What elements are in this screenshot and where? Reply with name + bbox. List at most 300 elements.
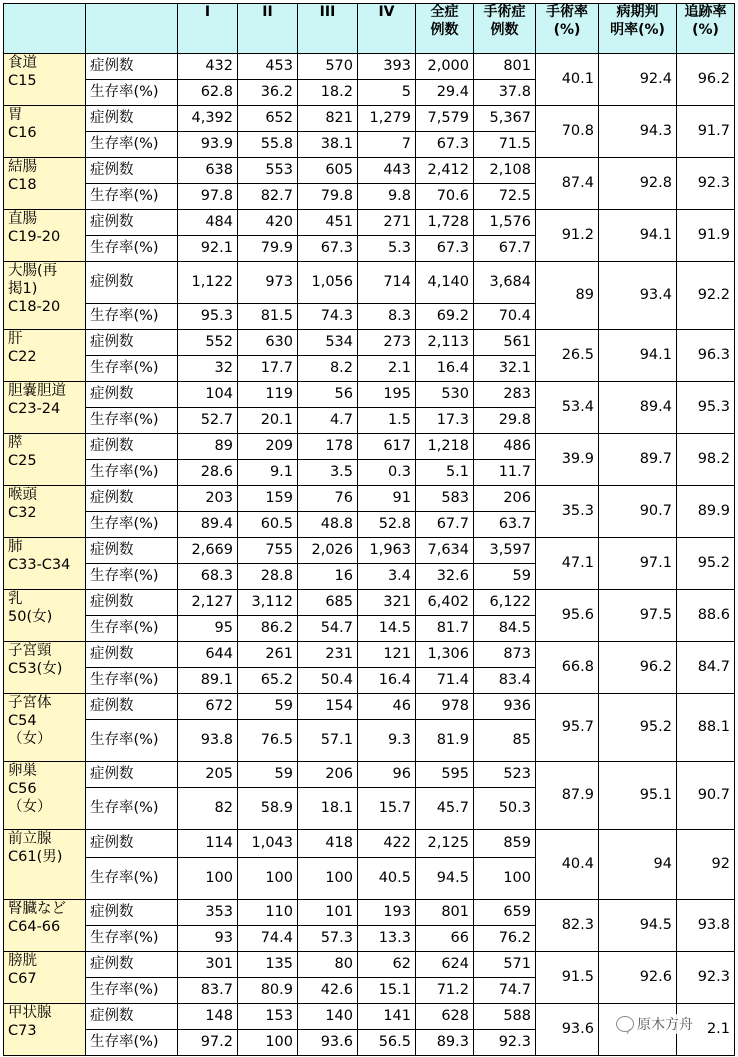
survival-cell: 74.7 (474, 978, 536, 1004)
cases-cell: 178 (298, 434, 358, 460)
survival-cell: 32 (178, 356, 238, 382)
survival-cell: 74.4 (238, 926, 298, 952)
cases-cell: 443 (358, 158, 416, 184)
table-row (4, 382, 735, 408)
cases-cell: 714 (358, 262, 416, 304)
table-row (4, 830, 735, 858)
site-name: 子宮頸 C53(女) (4, 642, 86, 694)
cases-cell: 231 (298, 642, 358, 668)
row-label-cases: 症例数 (86, 694, 178, 720)
surgery-rate-cell: 91.2 (536, 210, 599, 262)
cases-cell: 1,576 (474, 210, 536, 236)
surgery-rate-cell: 82.3 (536, 900, 599, 952)
site-name: 肝 C22 (4, 330, 86, 382)
cases-cell: 2,669 (178, 538, 238, 564)
survival-cell: 67.7 (474, 236, 536, 262)
survival-cell: 95 (178, 616, 238, 642)
row-label-survival: 生存率(%) (86, 616, 178, 642)
cases-cell: 418 (298, 830, 358, 858)
survival-cell: 86.2 (238, 616, 298, 642)
survival-cell: 82.7 (238, 184, 298, 210)
cases-cell: 453 (238, 54, 298, 80)
site-name: 結腸 C18 (4, 158, 86, 210)
cases-cell: 873 (474, 642, 536, 668)
survival-cell: 83.7 (178, 978, 238, 1004)
survival-cell: 16.4 (416, 356, 474, 382)
row-label-cases: 症例数 (86, 486, 178, 512)
table-row (4, 900, 735, 926)
cases-cell: 617 (358, 434, 416, 460)
site-name: 喉頭 C32 (4, 486, 86, 538)
pathology-rate-cell: 94 (599, 830, 677, 900)
cases-cell: 353 (178, 900, 238, 926)
survival-cell: 89.3 (416, 1030, 474, 1056)
surgery-rate-cell: 53.4 (536, 382, 599, 434)
cases-cell: 1,056 (298, 262, 358, 304)
pathology-rate-cell: 94.1 (599, 330, 677, 382)
follow-rate-cell: 98.2 (677, 434, 735, 486)
survival-cell: 32.6 (416, 564, 474, 590)
follow-rate-cell: 96.3 (677, 330, 735, 382)
cases-cell: 978 (416, 694, 474, 720)
site-name: 食道 C15 (4, 54, 86, 106)
survival-cell: 48.8 (298, 512, 358, 538)
site-name: 肺 C33-C34 (4, 538, 86, 590)
cases-cell: 140 (298, 1004, 358, 1030)
survival-cell: 69.2 (416, 304, 474, 330)
survival-cell: 92.1 (178, 236, 238, 262)
site-name: 膀胱 C67 (4, 952, 86, 1004)
cases-cell: 624 (416, 952, 474, 978)
cases-cell: 148 (178, 1004, 238, 1030)
cases-cell: 588 (474, 1004, 536, 1030)
survival-cell: 70.6 (416, 184, 474, 210)
cases-cell: 859 (474, 830, 536, 858)
survival-cell: 97.8 (178, 184, 238, 210)
cases-cell: 652 (238, 106, 298, 132)
cases-cell: 141 (358, 1004, 416, 1030)
cases-cell: 638 (178, 158, 238, 184)
table-body (4, 54, 735, 1056)
row-label-cases: 症例数 (86, 382, 178, 408)
follow-rate-cell: 95.2 (677, 538, 735, 590)
cases-cell: 530 (416, 382, 474, 408)
cases-cell: 195 (358, 382, 416, 408)
cases-cell: 261 (238, 642, 298, 668)
header-stage-2: II (238, 4, 298, 54)
survival-cell: 57.1 (298, 720, 358, 762)
site-name: 胃 C16 (4, 106, 86, 158)
cases-cell: 5,367 (474, 106, 536, 132)
site-name: 甲状腺 C73 (4, 1004, 86, 1056)
follow-rate-cell: 92 (677, 830, 735, 900)
survival-cell: 57.3 (298, 926, 358, 952)
follow-rate-cell: 92.2 (677, 262, 735, 330)
site-name: 前立腺 C61(男) (4, 830, 86, 900)
survival-cell: 67.3 (298, 236, 358, 262)
site-name: 膵 C25 (4, 434, 86, 486)
follow-rate-cell: 84.7 (677, 642, 735, 694)
cases-cell: 936 (474, 694, 536, 720)
survival-cell: 9.3 (358, 720, 416, 762)
survival-table (3, 3, 735, 1056)
row-label-survival: 生存率(%) (86, 184, 178, 210)
survival-cell: 83.4 (474, 668, 536, 694)
header-follow-rate: 追跡率 (%) (677, 4, 735, 54)
survival-cell: 7 (358, 132, 416, 158)
pathology-rate-cell: 95.1 (599, 762, 677, 830)
survival-cell: 50.4 (298, 668, 358, 694)
cases-cell: 552 (178, 330, 238, 356)
survival-cell: 13.3 (358, 926, 416, 952)
survival-cell: 5 (358, 80, 416, 106)
pathology-rate-cell: 92.4 (599, 54, 677, 106)
site-name: 乳 50(女) (4, 590, 86, 642)
surgery-rate-cell: 91.5 (536, 952, 599, 1004)
cases-cell: 2,113 (416, 330, 474, 356)
row-label-cases: 症例数 (86, 262, 178, 304)
row-label-cases: 症例数 (86, 952, 178, 978)
table-row (4, 262, 735, 304)
survival-cell: 58.9 (238, 788, 298, 830)
table-row (4, 762, 735, 788)
survival-cell: 8.2 (298, 356, 358, 382)
cases-cell: 206 (298, 762, 358, 788)
cases-cell: 2,000 (416, 54, 474, 80)
site-name: 子宮体 C54 （女） (4, 694, 86, 762)
table-row (4, 106, 735, 132)
survival-cell: 54.7 (298, 616, 358, 642)
survival-cell: 60.5 (238, 512, 298, 538)
cases-cell: 2,125 (416, 830, 474, 858)
table-row (4, 486, 735, 512)
survival-cell: 52.7 (178, 408, 238, 434)
follow-rate-cell: 2.1 (677, 1004, 735, 1056)
pathology-rate-cell: 89.4 (599, 382, 677, 434)
cases-cell: 205 (178, 762, 238, 788)
cases-cell: 4,140 (416, 262, 474, 304)
survival-cell: 5.1 (416, 460, 474, 486)
cases-cell: 7,579 (416, 106, 474, 132)
cases-cell: 62 (358, 952, 416, 978)
survival-cell: 93.9 (178, 132, 238, 158)
surgery-rate-cell: 39.9 (536, 434, 599, 486)
row-label-cases: 症例数 (86, 106, 178, 132)
row-label-survival: 生存率(%) (86, 978, 178, 1004)
row-label-cases: 症例数 (86, 210, 178, 236)
table-row (4, 694, 735, 720)
survival-cell: 2.1 (358, 356, 416, 382)
cases-cell: 605 (298, 158, 358, 184)
surgery-rate-cell: 95.6 (536, 590, 599, 642)
cases-cell: 486 (474, 434, 536, 460)
cases-cell: 119 (238, 382, 298, 408)
header-pathology-rate: 病期判 明率(%) (599, 4, 677, 54)
survival-cell: 71.2 (416, 978, 474, 1004)
cases-cell: 484 (178, 210, 238, 236)
cases-cell: 1,963 (358, 538, 416, 564)
survival-cell: 36.2 (238, 80, 298, 106)
header-stage-1: I (178, 4, 238, 54)
site-name: 卵巣 C56 （女） (4, 762, 86, 830)
cases-cell: 7,634 (416, 538, 474, 564)
surgery-rate-cell: 93.6 (536, 1004, 599, 1056)
cases-cell: 3,597 (474, 538, 536, 564)
survival-cell: 79.9 (238, 236, 298, 262)
survival-cell: 72.5 (474, 184, 536, 210)
survival-cell: 18.1 (298, 788, 358, 830)
survival-cell: 29.8 (474, 408, 536, 434)
cases-cell: 209 (238, 434, 298, 460)
row-label-cases: 症例数 (86, 590, 178, 616)
row-label-survival: 生存率(%) (86, 356, 178, 382)
follow-rate-cell: 91.7 (677, 106, 735, 158)
cases-cell: 432 (178, 54, 238, 80)
cases-cell: 101 (298, 900, 358, 926)
table-row (4, 158, 735, 184)
site-name: 直腸 C19-20 (4, 210, 86, 262)
survival-cell: 68.3 (178, 564, 238, 590)
row-label-cases: 症例数 (86, 762, 178, 788)
survival-cell: 37.8 (474, 80, 536, 106)
cases-cell: 583 (416, 486, 474, 512)
cases-cell: 2,108 (474, 158, 536, 184)
site-name: 胆嚢胆道 C23-24 (4, 382, 86, 434)
follow-rate-cell: 89.9 (677, 486, 735, 538)
wechat-icon (616, 1016, 634, 1032)
site-name: 腎臓など C64-66 (4, 900, 86, 952)
row-label-cases: 症例数 (86, 1004, 178, 1030)
cases-cell: 422 (358, 830, 416, 858)
survival-cell: 80.9 (238, 978, 298, 1004)
survival-cell: 79.8 (298, 184, 358, 210)
survival-cell: 0.3 (358, 460, 416, 486)
survival-cell: 65.2 (238, 668, 298, 694)
survival-cell: 82 (178, 788, 238, 830)
cases-cell: 80 (298, 952, 358, 978)
survival-cell: 100 (238, 1030, 298, 1056)
cases-cell: 1,043 (238, 830, 298, 858)
cases-cell: 659 (474, 900, 536, 926)
cases-cell: 451 (298, 210, 358, 236)
survival-cell: 93.6 (298, 1030, 358, 1056)
survival-cell: 16.4 (358, 668, 416, 694)
cases-cell: 644 (178, 642, 238, 668)
cases-cell: 1,728 (416, 210, 474, 236)
pathology-rate-cell: 90.7 (599, 486, 677, 538)
cases-cell: 104 (178, 382, 238, 408)
cases-cell: 571 (474, 952, 536, 978)
cases-cell: 420 (238, 210, 298, 236)
cases-cell: 301 (178, 952, 238, 978)
pathology-rate-cell: 94.3 (599, 106, 677, 158)
survival-cell: 67.3 (416, 132, 474, 158)
survival-cell: 17.3 (416, 408, 474, 434)
table-row (4, 434, 735, 460)
cases-cell: 3,684 (474, 262, 536, 304)
survival-cell: 32.1 (474, 356, 536, 382)
row-label-survival: 生存率(%) (86, 1030, 178, 1056)
survival-cell: 70.4 (474, 304, 536, 330)
follow-rate-cell: 88.6 (677, 590, 735, 642)
header-stage-3: III (298, 4, 358, 54)
cases-cell: 2,412 (416, 158, 474, 184)
follow-rate-cell: 95.3 (677, 382, 735, 434)
follow-rate-cell: 92.3 (677, 952, 735, 1004)
cases-cell: 46 (358, 694, 416, 720)
cases-cell: 534 (298, 330, 358, 356)
row-label-survival: 生存率(%) (86, 460, 178, 486)
survival-cell: 14.5 (358, 616, 416, 642)
header-all-cases: 全症 例数 (416, 4, 474, 54)
row-label-cases: 症例数 (86, 158, 178, 184)
cases-cell: 121 (358, 642, 416, 668)
cases-cell: 628 (416, 1004, 474, 1030)
survival-cell: 3.5 (298, 460, 358, 486)
pathology-rate-cell: 97.5 (599, 590, 677, 642)
row-label-survival: 生存率(%) (86, 668, 178, 694)
survival-cell: 16 (298, 564, 358, 590)
survival-cell: 28.8 (238, 564, 298, 590)
survival-cell: 67.7 (416, 512, 474, 538)
survival-cell: 71.4 (416, 668, 474, 694)
cases-cell: 630 (238, 330, 298, 356)
surgery-rate-cell: 87.9 (536, 762, 599, 830)
cases-cell: 6,402 (416, 590, 474, 616)
cases-cell: 159 (238, 486, 298, 512)
survival-cell: 93.8 (178, 720, 238, 762)
cases-cell: 89 (178, 434, 238, 460)
row-label-cases: 症例数 (86, 830, 178, 858)
survival-cell: 38.1 (298, 132, 358, 158)
table-row (4, 538, 735, 564)
follow-rate-cell: 88.1 (677, 694, 735, 762)
survival-cell: 84.5 (474, 616, 536, 642)
surgery-rate-cell: 40.1 (536, 54, 599, 106)
cases-cell: 110 (238, 900, 298, 926)
pathology-rate-cell: 95.2 (599, 694, 677, 762)
surgery-rate-cell: 70.8 (536, 106, 599, 158)
cases-cell: 203 (178, 486, 238, 512)
header-row (4, 4, 735, 54)
header-surgery-rate: 手術率 (%) (536, 4, 599, 54)
survival-cell: 59 (474, 564, 536, 590)
survival-cell: 18.2 (298, 80, 358, 106)
header-stage-4: IV (358, 4, 416, 54)
pathology-rate-cell: 94.1 (599, 210, 677, 262)
cases-cell: 821 (298, 106, 358, 132)
cases-cell: 56 (298, 382, 358, 408)
cases-cell: 2,026 (298, 538, 358, 564)
row-label-survival: 生存率(%) (86, 512, 178, 538)
cases-cell: 595 (416, 762, 474, 788)
pathology-rate-cell: 94.5 (599, 900, 677, 952)
row-label-cases: 症例数 (86, 538, 178, 564)
table-row (4, 54, 735, 80)
cases-cell: 755 (238, 538, 298, 564)
cases-cell: 271 (358, 210, 416, 236)
cases-cell: 91 (358, 486, 416, 512)
follow-rate-cell: 96.2 (677, 54, 735, 106)
site-name: 大腸(再 掲1) C18-20 (4, 262, 86, 330)
cases-cell: 114 (178, 830, 238, 858)
row-label-cases: 症例数 (86, 330, 178, 356)
follow-rate-cell: 90.7 (677, 762, 735, 830)
survival-cell: 92.3 (474, 1030, 536, 1056)
cases-cell: 685 (298, 590, 358, 616)
table-row (4, 590, 735, 616)
survival-cell: 62.8 (178, 80, 238, 106)
survival-cell: 81.7 (416, 616, 474, 642)
survival-cell: 76.2 (474, 926, 536, 952)
survival-cell: 3.4 (358, 564, 416, 590)
survival-cell: 100 (178, 858, 238, 900)
survival-cell: 74.3 (298, 304, 358, 330)
row-label-cases: 症例数 (86, 900, 178, 926)
cases-cell: 523 (474, 762, 536, 788)
cases-cell: 1,279 (358, 106, 416, 132)
surgery-rate-cell: 89 (536, 262, 599, 330)
survival-cell: 66 (416, 926, 474, 952)
table-row (4, 210, 735, 236)
pathology-rate-cell: 93.4 (599, 262, 677, 330)
row-label-survival: 生存率(%) (86, 858, 178, 900)
survival-cell: 45.7 (416, 788, 474, 830)
cases-cell: 1,218 (416, 434, 474, 460)
cases-cell: 193 (358, 900, 416, 926)
survival-cell: 4.7 (298, 408, 358, 434)
cases-cell: 206 (474, 486, 536, 512)
row-label-survival: 生存率(%) (86, 720, 178, 762)
header-surgery-cases: 手術症 例数 (474, 4, 536, 54)
survival-cell: 89.1 (178, 668, 238, 694)
cases-cell: 96 (358, 762, 416, 788)
pathology-rate-cell: 89.7 (599, 434, 677, 486)
cases-cell: 154 (298, 694, 358, 720)
surgery-rate-cell: 35.3 (536, 486, 599, 538)
table-row (4, 642, 735, 668)
header-label (86, 4, 178, 54)
follow-rate-cell: 91.9 (677, 210, 735, 262)
row-label-cases: 症例数 (86, 642, 178, 668)
cases-cell: 283 (474, 382, 536, 408)
row-label-survival: 生存率(%) (86, 926, 178, 952)
cases-cell: 153 (238, 1004, 298, 1030)
survival-cell: 55.8 (238, 132, 298, 158)
survival-cell: 63.7 (474, 512, 536, 538)
survival-cell: 67.3 (416, 236, 474, 262)
row-label-survival: 生存率(%) (86, 132, 178, 158)
surgery-rate-cell: 40.4 (536, 830, 599, 900)
row-label-survival: 生存率(%) (86, 80, 178, 106)
cases-cell: 672 (178, 694, 238, 720)
cases-cell: 135 (238, 952, 298, 978)
survival-cell: 81.5 (238, 304, 298, 330)
survival-cell: 81.9 (416, 720, 474, 762)
survival-cell: 9.8 (358, 184, 416, 210)
survival-cell: 11.7 (474, 460, 536, 486)
survival-cell: 40.5 (358, 858, 416, 900)
cases-cell: 59 (238, 694, 298, 720)
survival-cell: 97.2 (178, 1030, 238, 1056)
cases-cell: 570 (298, 54, 358, 80)
survival-cell: 94.5 (416, 858, 474, 900)
header-site (4, 4, 86, 54)
survival-cell: 71.5 (474, 132, 536, 158)
survival-cell: 17.7 (238, 356, 298, 382)
survival-cell: 52.8 (358, 512, 416, 538)
surgery-rate-cell: 47.1 (536, 538, 599, 590)
